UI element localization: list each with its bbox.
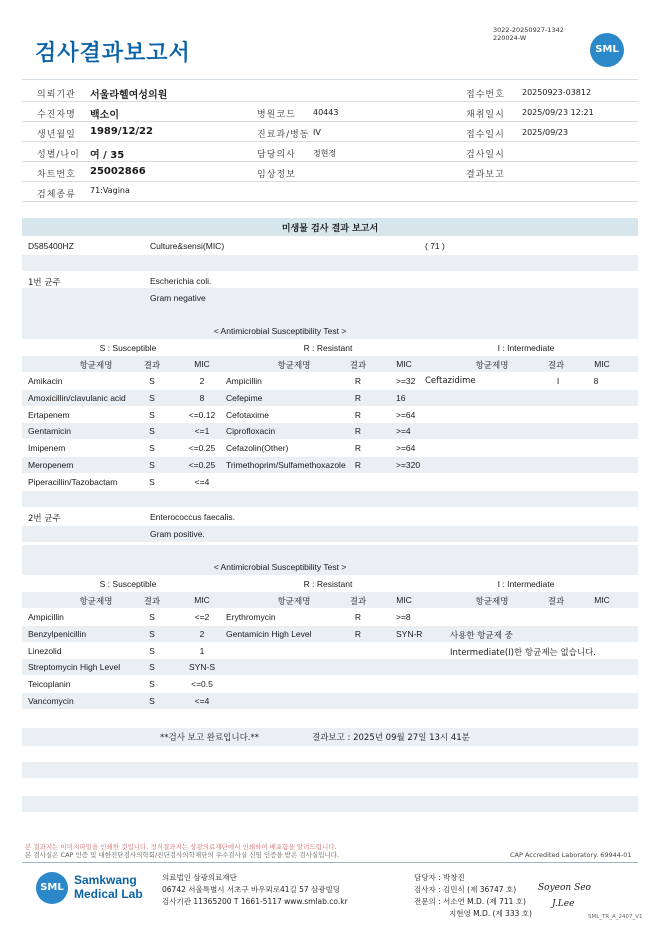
drug-name: Ciprofloxacin — [226, 426, 276, 437]
drug-name: Vancomycin — [28, 696, 74, 706]
header-label: 담당의사 — [257, 150, 296, 160]
drug-mic: <=1 — [194, 426, 210, 437]
staff-manager: 담당자 : 박창진 — [414, 873, 465, 882]
footer-notice-image: 본 결과지는 이미지파일을 인쇄한 것입니다. 정식결과지는 상광의료재단에서 인쇄하여 배포함을 알려드립니다. — [25, 843, 337, 851]
drug-result: R — [354, 612, 362, 622]
drug-mic: SYN-S — [189, 662, 215, 673]
column-header-drug: 항균제명 — [79, 361, 113, 371]
drug-mic: <=0.12 — [188, 409, 216, 420]
lab-street: 06742 서울특별시 서초구 바우뫼로41길 57 삼광빌딩 — [162, 885, 341, 894]
drug-name: Amoxicillin/clavulanic acid — [28, 392, 126, 403]
drug-name: Ampicillin — [226, 376, 262, 386]
lab-staff — [414, 872, 532, 920]
report-complete-text: **검사 보고 완료입니다.** — [160, 733, 260, 743]
drug-result: I — [556, 376, 560, 386]
column-header-result: 결과 — [143, 361, 161, 371]
header-value: 백소이 — [90, 110, 119, 121]
stripe-band — [22, 526, 638, 542]
drug-result: R — [354, 460, 362, 470]
drug-name-or-note: 사용한 항균제 중 — [450, 630, 513, 641]
legend-resistant: R : Resistant — [303, 579, 353, 589]
drug-mic: <=4 — [194, 476, 210, 487]
drug-name: Benzylpenicillin — [28, 628, 87, 639]
column-header-mic: MIC — [194, 595, 210, 605]
test-ref: ( 71 ) — [425, 241, 445, 251]
header-row-line — [22, 141, 638, 142]
column-header-band — [22, 592, 638, 608]
isolate-gram: Gram negative — [150, 293, 206, 303]
isolate-organism: Escherichia coli. — [150, 276, 212, 286]
drug-name: Streptomycin High Level — [28, 662, 121, 673]
legend-resistant: R : Resistant — [303, 343, 353, 353]
ast-title: < Antimicrobial Susceptibility Test > — [213, 326, 347, 336]
drug-mic: >=8 — [396, 612, 411, 622]
drug-result: R — [354, 628, 362, 639]
header-value: 20250923-03812 — [522, 88, 592, 97]
header-value: 71:Vagina — [90, 186, 130, 195]
drug-mic: 16 — [396, 392, 406, 403]
footer-notice — [25, 843, 339, 859]
drug-mic: <=0.5 — [191, 679, 213, 690]
lab-name-line2: Medical Lab — [74, 887, 143, 901]
legend-intermediate: I : Intermediate — [497, 579, 555, 589]
header-label: 임상정보 — [257, 170, 296, 180]
drug-name: Gentamicin High Level — [226, 628, 312, 639]
header-label: 의뢰기관 — [37, 90, 76, 100]
drug-name: Meropenem — [28, 460, 74, 470]
stripe-band — [22, 796, 638, 812]
isolate-label: 1번 균주 — [28, 278, 61, 288]
drug-result: R — [354, 409, 362, 420]
drug-name: Trimethoprim/Sulfamethoxazole — [226, 460, 346, 470]
footer-divider — [22, 862, 638, 863]
drug-mic: >=320 — [396, 460, 421, 470]
header-value: 40443 — [313, 108, 339, 117]
signature-specialist: J.Lee — [552, 899, 575, 909]
header-value: 정현정 — [313, 149, 337, 158]
ast-title: < Antimicrobial Susceptibility Test > — [213, 562, 347, 572]
drug-name: Cefotaxime — [226, 409, 269, 420]
header-label: 채취일시 — [466, 110, 505, 120]
drug-result: S — [149, 392, 155, 403]
drug-mic: 2 — [199, 628, 205, 639]
stripe-band — [22, 290, 638, 306]
column-header-mic: MIC — [396, 359, 412, 369]
drug-mic: <=2 — [194, 612, 210, 622]
drug-result: R — [354, 426, 362, 437]
header-label: 검사일시 — [466, 150, 505, 160]
drug-mic: >=4 — [396, 426, 411, 437]
header-value: 1989/12/22 — [90, 126, 153, 137]
drug-result: S — [149, 696, 155, 706]
drug-mic: SYN-R — [396, 628, 423, 639]
column-header-result: 결과 — [547, 597, 565, 607]
lab-contact: 검사기관 11365200 T 1661-5117 www.smlab.co.kr — [162, 897, 348, 906]
drug-result: S — [149, 628, 155, 639]
cap-accreditation: CAP Accredited Laboratory. 69944-01 — [510, 851, 632, 859]
document-number — [493, 26, 564, 42]
staff-specialist-2: 지현영 M.D. (제 333 호) — [449, 909, 532, 918]
stripe-band — [22, 491, 638, 507]
header-label: 차트번호 — [37, 170, 76, 180]
drug-name: Cefazolin(Other) — [226, 443, 289, 454]
drug-mic: >=32 — [396, 376, 416, 386]
lab-address — [162, 872, 348, 908]
drug-result: S — [149, 443, 155, 454]
drug-result: S — [149, 426, 155, 437]
drug-result: S — [149, 679, 155, 690]
drug-mic: >=64 — [396, 409, 416, 420]
drug-mic: >=64 — [396, 443, 416, 454]
legend-susceptible: S : Susceptible — [99, 343, 157, 353]
header-row-line — [22, 121, 638, 122]
header-label: 생년월일 — [37, 130, 76, 140]
staff-tester: 검사자 : 김민식 (제 36747 호) — [414, 885, 517, 894]
column-header-drug: 항균제명 — [277, 597, 311, 607]
isolate-organism: Enterococcus faecalis. — [150, 512, 236, 522]
lab-org: 의료법인 삼광의료재단 — [162, 873, 237, 882]
column-header-result: 결과 — [547, 361, 565, 371]
header-label: 검체종류 — [37, 190, 76, 200]
drug-mic: <=4 — [194, 696, 210, 706]
drug-result: S — [149, 376, 155, 386]
drug-result: R — [354, 443, 362, 454]
header-row-line — [22, 201, 638, 202]
drug-mic: <=0.25 — [188, 460, 216, 470]
drug-result: S — [149, 476, 155, 487]
drug-name: Gentamicin — [28, 426, 71, 437]
column-header-drug: 항균제명 — [79, 597, 113, 607]
header-value: 25002866 — [90, 166, 146, 177]
form-code: SML_TR_A_2407_V1 — [588, 914, 643, 920]
test-code: D585400HZ — [28, 241, 74, 251]
drug-mic: <=0.25 — [188, 443, 216, 454]
drug-mic: 8 — [199, 392, 205, 403]
drug-result: S — [149, 662, 155, 673]
header-label: 결과보고 — [466, 170, 505, 180]
header-row-line — [22, 181, 638, 182]
section-title: 미생물 검사 결과 보고서 — [281, 224, 379, 234]
legend-intermediate: I : Intermediate — [497, 343, 555, 353]
drug-mic: 1 — [199, 645, 205, 656]
header-value: 서울라헬여성의원 — [90, 90, 168, 101]
header-value: 여 / 35 — [90, 150, 125, 161]
drug-result: S — [149, 645, 155, 656]
report-title: 검사결과보고서 — [35, 41, 191, 66]
header-label: 성별/나이 — [37, 150, 80, 160]
stripe-band — [22, 693, 638, 709]
footer-notice-cap: 본 검사실은 CAP 인증 및 대한진단검사의학회/진단검사의학재단의 우수검사실 신임 인증을 받은 검사실입니다. — [25, 851, 340, 859]
stripe-band — [22, 423, 638, 439]
lab-name — [74, 873, 143, 901]
drug-name: Amikacin — [28, 376, 63, 386]
stripe-band — [22, 762, 638, 778]
drug-result: S — [149, 409, 155, 420]
test-name: Culture&sensi(MIC) — [150, 241, 225, 251]
header-row-line — [22, 161, 638, 162]
drug-name: Linezolid — [28, 645, 62, 656]
column-header-mic: MIC — [396, 595, 412, 605]
column-header-drug: 항균제명 — [475, 361, 509, 371]
lab-logo: SML — [36, 872, 68, 904]
drug-name: Cefepime — [226, 392, 263, 403]
drug-mic: 8 — [593, 376, 599, 386]
signature-tester: Soyeon Seo — [538, 883, 591, 893]
report-time: 결과보고 : 2025년 09월 27일 13시 41분 — [312, 733, 470, 743]
column-header-result: 결과 — [349, 361, 367, 371]
drug-name: Ertapenem — [28, 409, 70, 420]
header-label: 접수일시 — [466, 130, 505, 140]
stripe-band — [22, 626, 638, 642]
document-number-main: 3022-20250927-1342 — [493, 26, 564, 34]
drug-mic: 2 — [199, 376, 205, 386]
drug-name: Imipenem — [28, 443, 66, 454]
isolate-label: 2번 균주 — [28, 514, 61, 524]
drug-name: Erythromycin — [226, 612, 276, 622]
isolate-gram: Gram positive. — [150, 529, 205, 539]
column-header-band — [22, 356, 638, 372]
column-header-drug: 항균제명 — [475, 597, 509, 607]
drug-result: S — [149, 612, 155, 622]
column-header-result: 결과 — [143, 597, 161, 607]
header-value: 2025/09/23 12:21 — [522, 108, 594, 117]
stripe-band — [22, 255, 638, 271]
drug-name-or-note: Ceftazidime — [425, 376, 476, 386]
header-label: 병원코드 — [257, 110, 296, 120]
column-header-mic: MIC — [594, 359, 610, 369]
column-header-mic: MIC — [594, 595, 610, 605]
header-label: 진료과/병동 — [257, 130, 310, 140]
drug-result: R — [354, 392, 362, 403]
drug-result: R — [354, 376, 362, 386]
header-label: 접수번호 — [466, 90, 505, 100]
sml-logo: SML — [590, 33, 624, 67]
header-label: 수진자명 — [37, 110, 76, 120]
drug-result: S — [149, 460, 155, 470]
header-value: IV — [313, 128, 321, 137]
header-top-line — [22, 79, 638, 80]
drug-name: Teicoplanin — [28, 679, 71, 690]
drug-name: Ampicillin — [28, 612, 64, 622]
drug-name: Piperacillin/Tazobactam — [28, 476, 118, 487]
header-row-line — [22, 101, 638, 102]
header-value: 2025/09/23 — [522, 128, 569, 137]
staff-specialist: 전문의 : 서소연 M.D. (제 711 호) — [414, 897, 526, 906]
lab-name-line1: Samkwang — [74, 873, 137, 887]
column-header-drug: 항균제명 — [277, 361, 311, 371]
column-header-result: 결과 — [349, 597, 367, 607]
column-header-mic: MIC — [194, 359, 210, 369]
drug-name-or-note: Intermediate(I)한 항균제는 없습니다. — [450, 647, 596, 658]
document-number-sub: 220024-W — [493, 34, 527, 42]
legend-susceptible: S : Susceptible — [99, 579, 157, 589]
